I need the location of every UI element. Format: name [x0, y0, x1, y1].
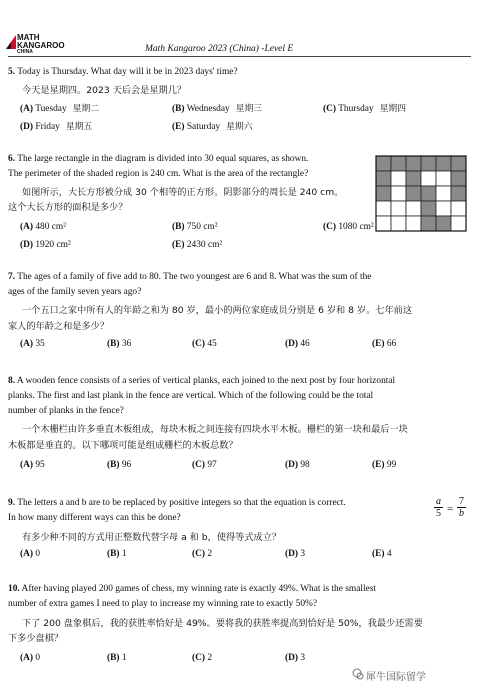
- grid-cell: [451, 171, 466, 186]
- q7-option-e[interactable]: (E) 66: [372, 339, 397, 349]
- grid-cell: [436, 156, 451, 171]
- question-7-chinese-1: 一个五口之家中所有人的年龄之和为 80 岁，最小的两位家庭成员分别是 6 岁和 8 岁。七年前这: [22, 305, 413, 316]
- question-10-chinese-2: 下多少盘棋？: [8, 633, 64, 644]
- grid-cell: [421, 156, 436, 171]
- question-9-number: 9.: [8, 498, 16, 508]
- q9-option-c[interactable]: (C) 2: [192, 549, 213, 559]
- q7-option-d[interactable]: (D) 46: [285, 339, 310, 349]
- grid-cell: [436, 216, 451, 231]
- grid-cell: [406, 216, 421, 231]
- q6-option-b[interactable]: (B) 750 cm²: [172, 222, 218, 232]
- question-9-text-1: 9. The letters a and b are to be replaced by positive integers so that the equation is correct.: [8, 498, 346, 508]
- question-5-number: 5.: [8, 67, 16, 77]
- question-10-text-1: 10. After having played 200 games of chess, my winning rate is exactly 49%. What is the smallest: [8, 584, 376, 594]
- q8-option-e[interactable]: (E) 99: [372, 460, 397, 470]
- question-5-text: [8, 67, 238, 77]
- fraction-a-over-5: a 5: [436, 496, 441, 519]
- grid-cell: [406, 186, 421, 201]
- grid-cell: [391, 216, 406, 231]
- grid-cell: [451, 186, 466, 201]
- question-10-chinese-1: 下了 200 盘象棋后，我的获胜率恰好是 49%。要将我的获胜率提高到恰好是 50%，我最少还需要: [22, 618, 423, 629]
- q9-option-e[interactable]: (E) 4: [372, 549, 392, 559]
- q6-option-a[interactable]: (A) 480 cm²: [20, 222, 67, 232]
- question-10-number: 10.: [8, 584, 20, 594]
- grid-cell: [391, 186, 406, 201]
- grid-cell: [421, 186, 436, 201]
- grid-cell: [436, 201, 451, 216]
- question-6-number: 6.: [8, 154, 16, 164]
- grid-cell: [391, 156, 406, 171]
- grid-cell: [391, 171, 406, 186]
- header-divider: [8, 56, 471, 57]
- grid-cell: [436, 171, 451, 186]
- fraction-7-over-b: 7 b: [459, 496, 464, 519]
- q5-option-b[interactable]: (B) Wednesday 星期三: [172, 104, 263, 114]
- q5-option-e[interactable]: (E) Saturday 星期六: [172, 122, 253, 132]
- question-7-text-2: ages of the family seven years ago?: [8, 287, 142, 297]
- math-kangaroo-logo: [6, 33, 68, 55]
- question-5-english: Today is Thursday. What day will it be in 2023 days' time?: [17, 67, 238, 77]
- question-6-text-2: The perimeter of the shaded region is 240 cm. What is the area of the rectangle?: [8, 169, 309, 179]
- grid-cell: [451, 156, 466, 171]
- question-7-number: 7.: [8, 272, 16, 282]
- grid-cell: [376, 201, 391, 216]
- page-header-title: Math Kangaroo 2023 (China) -Level E: [145, 44, 294, 54]
- shaded-rectangle-diagram: [375, 155, 467, 233]
- grid-cell: [376, 171, 391, 186]
- q9-option-a[interactable]: (A) 0: [20, 549, 41, 559]
- q9-option-d[interactable]: (D) 3: [285, 549, 306, 559]
- q8-option-d[interactable]: (D) 98: [285, 460, 310, 470]
- question-9-chinese-1: 有多少种不同的方式用正整数代替字母 a 和 b，使得等式成立？: [22, 532, 282, 543]
- logo-line-1: MATH: [17, 33, 40, 42]
- grid-cell: [436, 186, 451, 201]
- question-7-text-1: 7. The ages of a family of five add to 80. The two youngest are 6 and 8. What was the sum of the: [8, 272, 372, 282]
- q8-option-b[interactable]: (B) 96: [107, 460, 132, 470]
- question-10-text-2: number of extra games I need to play to increase my winning rate to exactly 50%?: [8, 599, 318, 609]
- q6-option-e[interactable]: (E) 2430 cm²: [172, 240, 223, 250]
- grid-cell: [451, 216, 466, 231]
- grid-cell: [421, 171, 436, 186]
- q5-option-a[interactable]: (A) Tuesday 星期二: [20, 104, 100, 114]
- grid-cell: [376, 216, 391, 231]
- grid-cell: [421, 201, 436, 216]
- q5-option-c[interactable]: (C) Thursday 星期四: [323, 104, 407, 114]
- question-8-text-2: planks. The first and last plank in the fence are vertical. Which of the following could be the total: [8, 391, 374, 401]
- grid-cell: [406, 171, 421, 186]
- watermark-text: 犀牛国际留学: [366, 672, 426, 683]
- q7-option-a[interactable]: (A) 35: [20, 339, 45, 349]
- grid-cell: [451, 201, 466, 216]
- wechat-icon: [352, 668, 364, 680]
- grid-cell: [376, 186, 391, 201]
- grid-cell: [406, 156, 421, 171]
- question-8-text-3: number of planks in the fence?: [8, 406, 124, 416]
- question-7-chinese-2: 家人的年龄之和是多少？: [8, 321, 110, 332]
- logo-line-2: KANGAROO: [17, 41, 65, 50]
- grid-cell: [406, 201, 421, 216]
- grid-cell: [421, 216, 436, 231]
- q7-option-c[interactable]: (C) 45: [192, 339, 217, 349]
- q9-option-b[interactable]: (B) 1: [107, 549, 127, 559]
- kangaroo-logo-icon: [6, 35, 16, 49]
- q10-option-d[interactable]: (D) 3: [285, 653, 306, 663]
- question-8-text-1: 8. A wooden fence consists of a series of vertical planks, each joined to the next post by four horizontal: [8, 376, 396, 386]
- question-8-number: 8.: [8, 376, 16, 386]
- equals-sign: =: [447, 503, 454, 515]
- grid-cell: [391, 201, 406, 216]
- question-6-text-1: 6. The large rectangle in the diagram is divided into 30 equal squares, as shown.: [8, 154, 309, 164]
- question-6-chinese-2: 这个大长方形的面积是多少？: [8, 202, 128, 213]
- q10-option-b[interactable]: (B) 1: [107, 653, 127, 663]
- question-9-text-2: In how many different ways can this be done?: [8, 513, 181, 523]
- grid-cell: [376, 156, 391, 171]
- q10-option-a[interactable]: (A) 0: [20, 653, 41, 663]
- logo-line-3: CHINA: [17, 49, 33, 55]
- question-6-chinese-1: 如图所示，大长方形被分成 30 个相等的正方形。阴影部分的周长是 240 cm。: [22, 187, 344, 198]
- question-5-chinese: 今天是星期四。2023 天后会是星期几？: [22, 85, 187, 96]
- q10-option-c[interactable]: (C) 2: [192, 653, 213, 663]
- q8-option-c[interactable]: (C) 97: [192, 460, 217, 470]
- q8-option-a[interactable]: (A) 95: [20, 460, 45, 470]
- q5-option-d[interactable]: (D) Friday 星期五: [20, 122, 93, 132]
- q7-option-b[interactable]: (B) 36: [107, 339, 132, 349]
- q6-option-c[interactable]: (C) 1080 cm²: [323, 222, 374, 232]
- q6-option-d[interactable]: (D) 1920 cm²: [20, 240, 71, 250]
- question-8-chinese-2: 木板都是垂直的。以下哪项可能是组成栅栏的木板总数？: [8, 440, 238, 451]
- question-8-chinese-1: 一个木栅栏由许多垂直木板组成，每块木板之间连接有四块水平木板。栅栏的第一块和最后一块: [22, 424, 408, 435]
